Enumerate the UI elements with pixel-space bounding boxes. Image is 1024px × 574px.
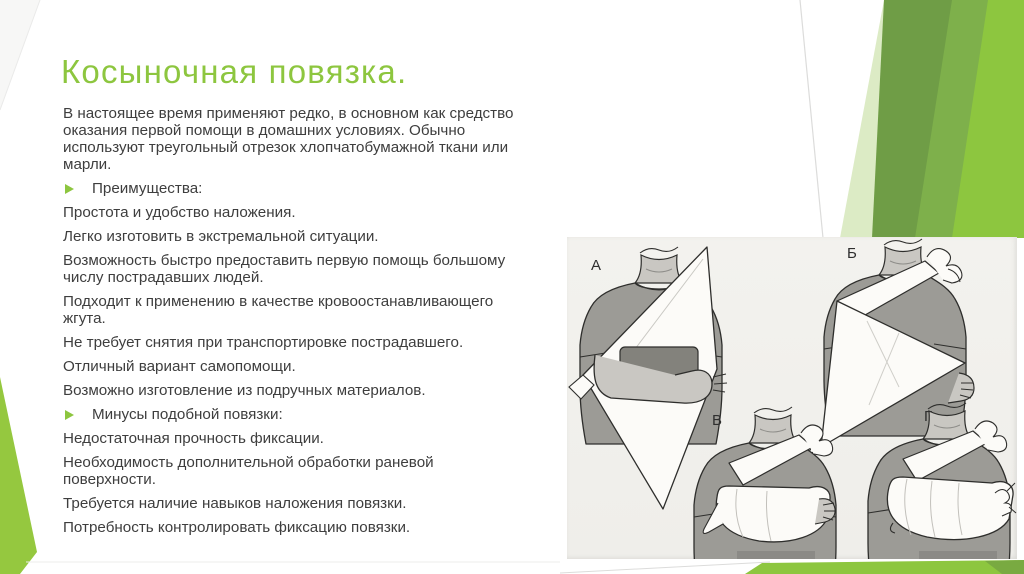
content-paragraph [63, 495, 513, 512]
content-paragraph [63, 293, 513, 327]
content-paragraph [63, 204, 513, 221]
content-paragraph [63, 358, 513, 375]
content-paragraph [63, 519, 513, 536]
text-line: Не требует снятия при транспортировке пострадавшего. [63, 334, 464, 351]
text-line: Потребность контролировать фиксацию повязки. [63, 519, 411, 536]
decoration-pale-triangle [840, 0, 910, 238]
decoration-line [0, 0, 40, 110]
text-line: числу пострадавших людей. [63, 269, 264, 286]
content-paragraph [63, 334, 513, 351]
left-green-wedge-decoration [0, 375, 42, 574]
bullet-arrow-icon [65, 410, 74, 420]
decoration-medium-triangle [915, 0, 1020, 238]
decoration-band-dark-tail [985, 560, 1024, 574]
content-paragraph [63, 228, 513, 245]
figure-label-a: А [591, 257, 602, 274]
bullet-item [63, 180, 513, 197]
bullet-item [63, 406, 513, 423]
decoration-line [800, 0, 823, 238]
decoration-olive-triangle [872, 0, 1000, 238]
text-line: В настоящее время применяют редко, в основном как средство [63, 105, 514, 122]
bandage-illustration [567, 237, 1017, 559]
figure-label-b: Б [847, 245, 857, 262]
bullet-arrow-icon [65, 184, 74, 194]
text-line: Возможность быстро предоставить первую помощь большому [63, 252, 506, 269]
top-left-corner-decoration [0, 0, 46, 116]
decoration-wedge [0, 377, 37, 574]
text-line: Требуется наличие навыков наложения повязки. [63, 495, 407, 512]
top-right-green-triangles-decoration [770, 0, 1024, 238]
content-text-block [63, 105, 513, 543]
text-line: жгута. [63, 310, 106, 327]
content-paragraph [63, 252, 513, 286]
content-paragraph [63, 382, 513, 399]
decoration-triangle [0, 0, 40, 110]
text-line: Легко изготовить в экстремальной ситуации. [63, 228, 379, 245]
text-line: марли. [63, 156, 112, 173]
decoration-band [745, 560, 1024, 574]
text-line: оказания первой помощи в домашних условиях. Обычно [63, 122, 466, 139]
bandage-illustration-drawing [567, 237, 1017, 559]
content-paragraph [63, 430, 513, 447]
decoration-line [560, 562, 770, 573]
content-paragraph [63, 454, 513, 488]
bullet-label: Минусы подобной повязки: [92, 406, 283, 423]
text-line: Простота и удобство наложения. [63, 204, 296, 221]
text-line: Необходимость дополнительной обработки раневой [63, 454, 434, 471]
bullet-label: Преимущества: [92, 180, 203, 197]
text-line: Возможно изготовление из подручных материалов. [63, 382, 426, 399]
figure-label-v: В [712, 412, 723, 429]
content-paragraph [63, 105, 513, 173]
figure-label-g: Г [924, 408, 933, 425]
text-line: используют треугольный отрезок хлопчатобумажной ткани или [63, 139, 509, 156]
slide-title: Косыночная повязка. [61, 53, 408, 90]
text-line: Отличный вариант самопомощи. [63, 358, 296, 375]
text-line: поверхности. [63, 471, 156, 488]
text-line: Недостаточная прочность фиксации. [63, 430, 324, 447]
decoration-bright-triangle [952, 0, 1024, 238]
text-line: Подходит к применению в качестве кровоостанавливающего [63, 293, 494, 310]
